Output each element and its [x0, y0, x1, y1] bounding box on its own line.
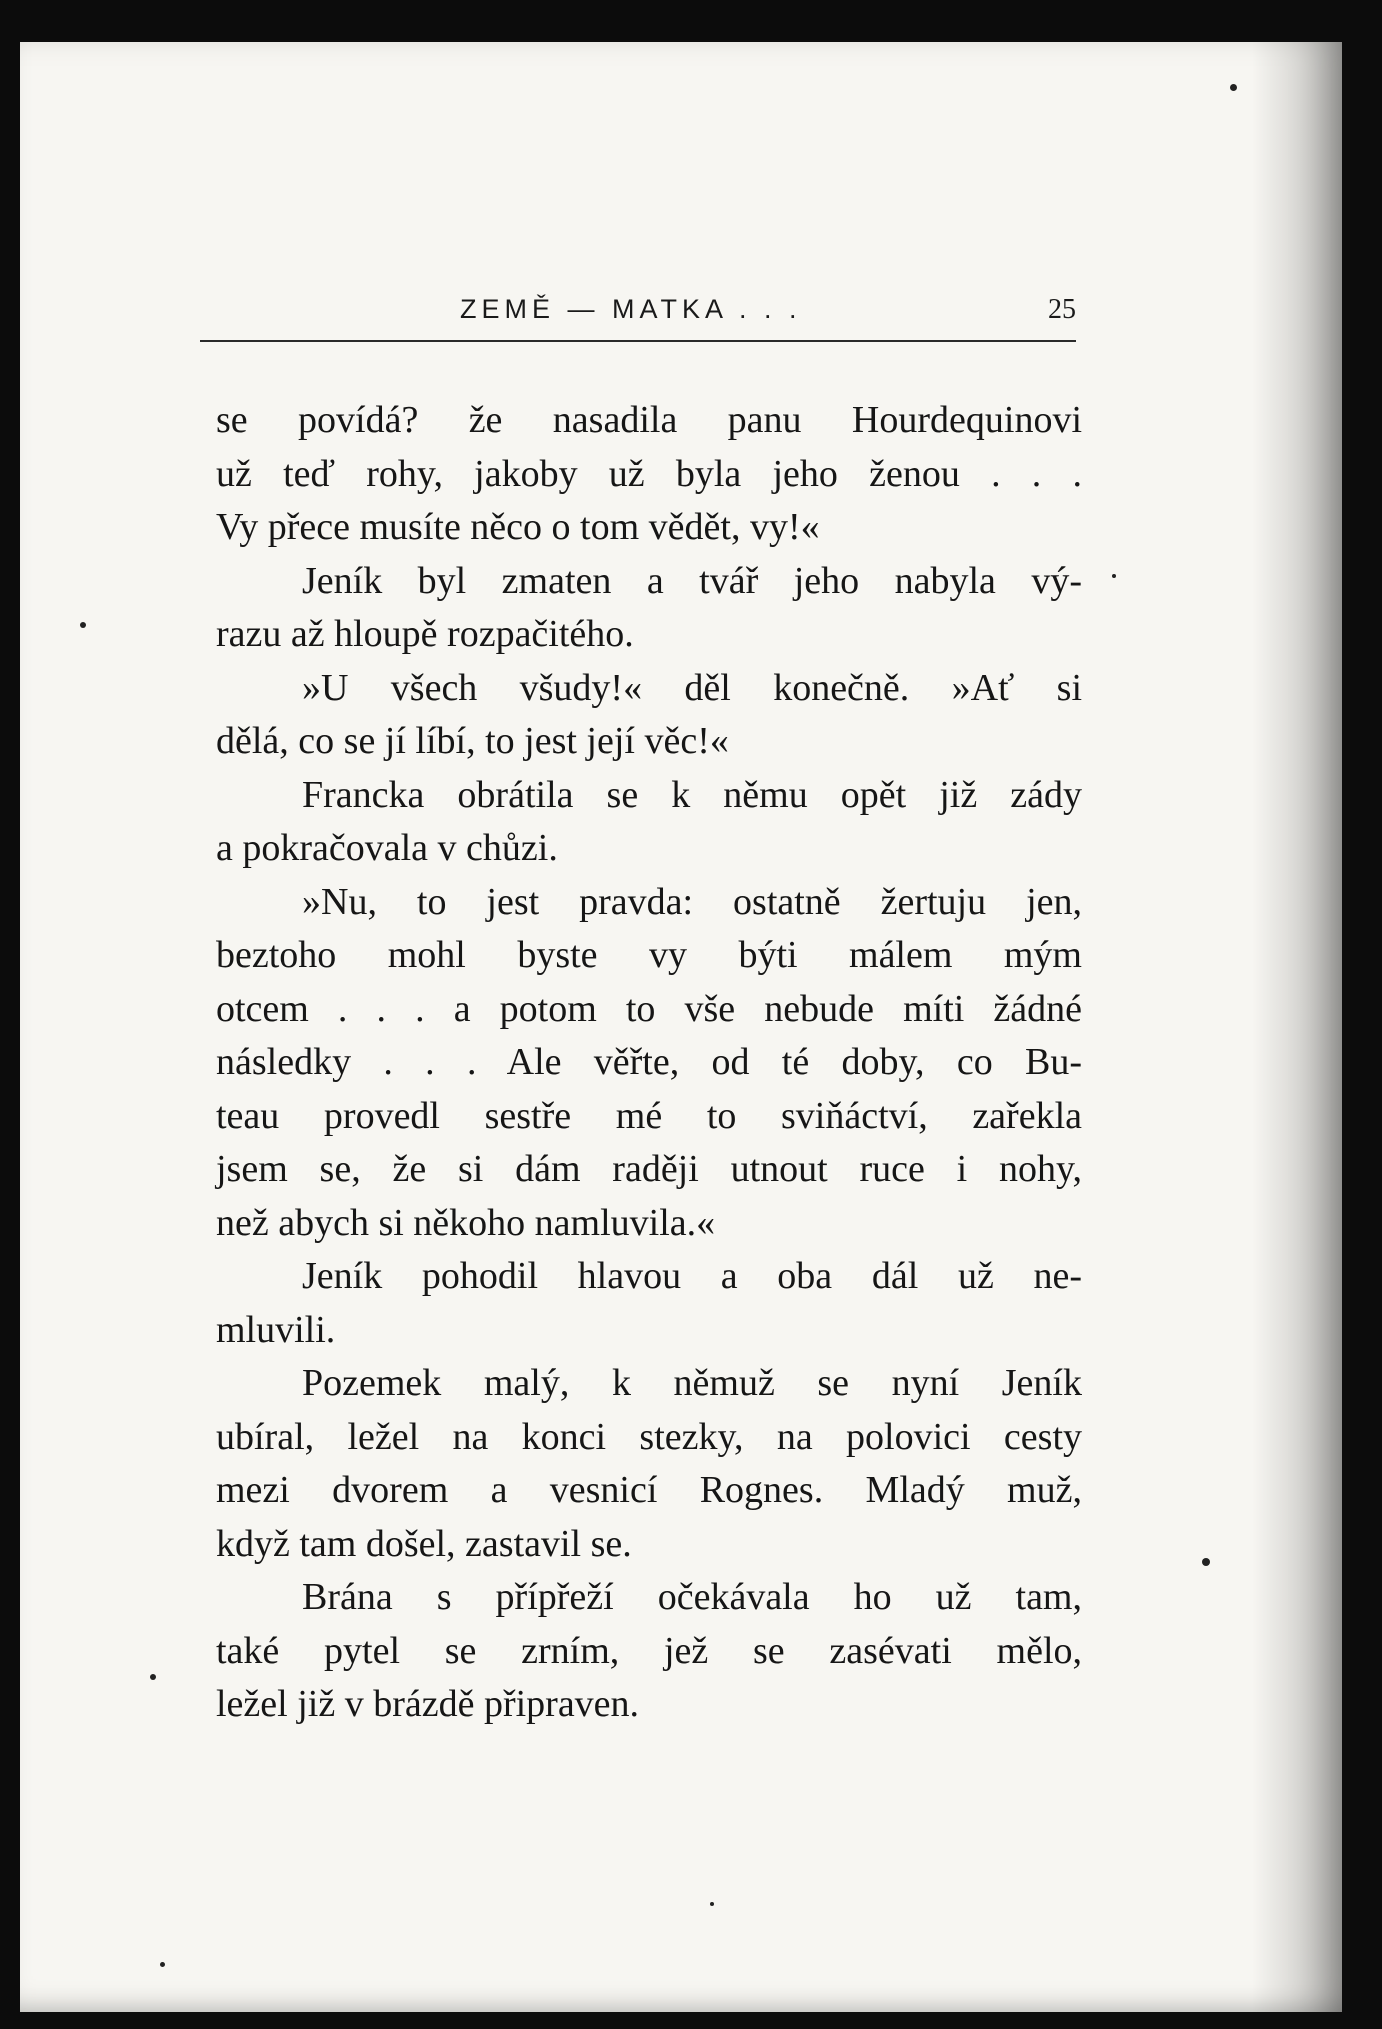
book-page [20, 42, 1342, 2012]
print-speck [80, 622, 86, 628]
text-line: teau provedl sestře mé to sviňáctví, zařekla [216, 1094, 1082, 1137]
running-head-title: ZEMĚ — MATKA . . . [460, 294, 802, 324]
print-speck [710, 1902, 714, 1906]
text-line: Brána s přípřeží očekávala ho už tam, [302, 1576, 1082, 1618]
text-line: Jeník pohodil hlavou a oba dál už ne- [302, 1255, 1082, 1297]
print-speck [1112, 574, 1116, 578]
text-line: Jeník byl zmaten a tvář jeho nabyla vý- [302, 559, 1082, 602]
text-line: když tam došel, zastavil se. [216, 1522, 632, 1565]
text-line: mezi dvorem a vesnicí Rognes. Mladý muž, [216, 1469, 1082, 1511]
text-line: »U všech všudy!« děl konečně. »Ať si [302, 666, 1082, 709]
print-speck [1202, 1558, 1210, 1566]
text-line: Pozemek malý, k němuž se nyní Jeník [302, 1362, 1082, 1404]
text-line: ubíral, ležel na konci stezky, na polovici cesty [216, 1415, 1082, 1458]
text-line: jsem se, že si dám raději utnout ruce i nohy, [216, 1148, 1082, 1190]
text-line: už teď rohy, jakoby už byla jeho ženou . . . [216, 452, 1082, 495]
text-line: také pytel se zrním, jež se zasévati mělo, [216, 1629, 1082, 1672]
text-line: ležel již v brázdě připraven. [216, 1683, 640, 1725]
print-speck [160, 1962, 165, 1967]
text-line: se povídá? že nasadila panu Hourdequinovi [216, 399, 1082, 441]
text-line: »Nu, to jest pravda: ostatně žertuju jen, [302, 880, 1082, 923]
running-head [200, 272, 1080, 332]
text-line: Vy přece musíte něco o tom vědět, vy!« [216, 506, 820, 548]
text-line: beztoho mohl byste vy býti málem mým [216, 934, 1082, 976]
print-speck [150, 1674, 156, 1680]
text-line: následky . . . Ale věřte, od té doby, co Bu- [216, 1041, 1082, 1083]
page-number: 25 [1048, 294, 1076, 325]
text-line: otcem . . . a potom to vše nebude míti žádné [216, 987, 1082, 1030]
print-speck [1230, 84, 1237, 91]
text-line: a pokračovala v chůzi. [216, 827, 558, 869]
text-line: razu až hloupě rozpačitého. [216, 613, 634, 655]
header-rule [200, 340, 1076, 342]
text-line: mluvili. [216, 1308, 336, 1351]
body-text [216, 394, 1082, 1732]
text-line: dělá, co se jí líbí, to jest její věc!« [216, 720, 729, 762]
text-line: než abych si někoho namluvila.« [216, 1201, 716, 1244]
text-line: Francka obrátila se k němu opět již zády [302, 773, 1082, 816]
